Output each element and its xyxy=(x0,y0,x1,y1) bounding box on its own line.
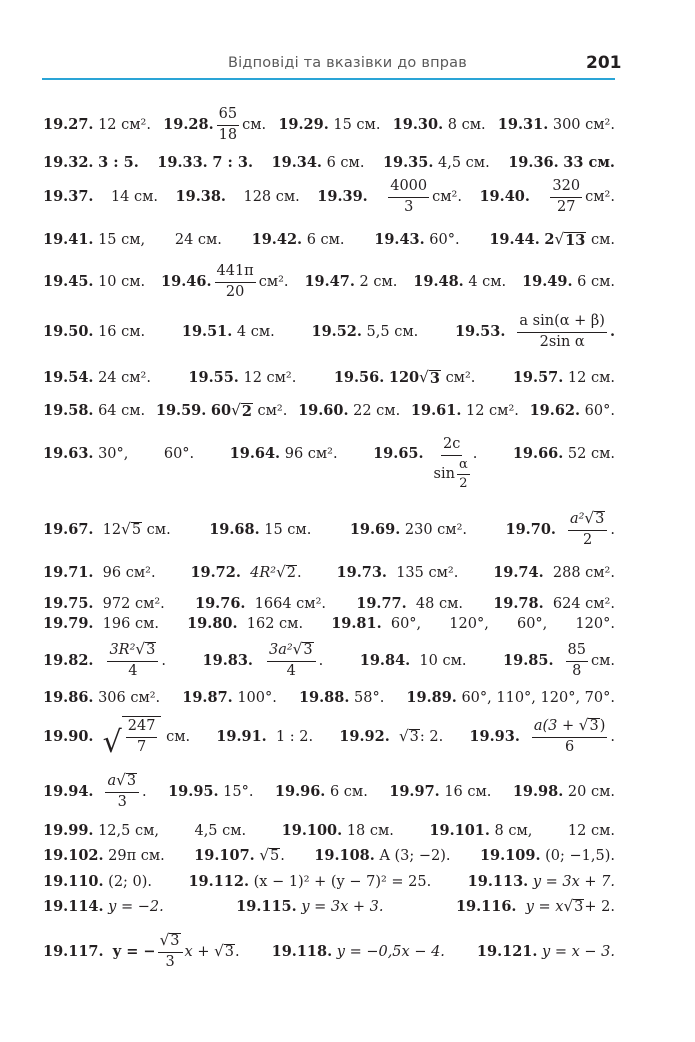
fraction: $\frac{320}{27}$ xyxy=(552,177,581,215)
fraction: 2c sin $\frac{\alpha}{2}$ xyxy=(433,435,468,491)
fraction: √ 3 3 xyxy=(158,933,183,971)
header-rule xyxy=(42,78,615,80)
fraction: $\frac{441\pi}{20}$ xyxy=(216,262,254,300)
fraction: $\frac{85}{8}$ xyxy=(567,641,586,679)
square-root: √ 5 xyxy=(121,519,142,538)
square-root: √ 2 xyxy=(231,400,252,420)
fraction: a² √ 3 2 xyxy=(568,511,607,549)
fraction: a(3 + √ 3 ) 6 xyxy=(533,716,606,755)
page-number: 201 xyxy=(586,53,622,73)
square-root: √ 13 xyxy=(554,229,586,249)
fraction: $\frac{65}{18}$ xyxy=(218,105,238,143)
square-root: √ $\frac{247}{7}$ xyxy=(103,716,162,758)
square-root: √ 3 xyxy=(419,367,440,387)
fraction: 3a² √ 3 4 xyxy=(267,642,316,680)
square-root: √ 2 xyxy=(276,562,297,581)
fraction: 3R² √ 3 4 xyxy=(107,642,158,680)
running-header-title: Відповіді та вказівки до вправ xyxy=(228,55,467,71)
fraction: a √ 3 3 xyxy=(105,773,139,811)
fraction: $\frac{4000}{3}$ xyxy=(390,177,428,215)
fraction: $\frac{\text{a sin(α + β)}}{\text{2sin α}}$ xyxy=(519,312,605,350)
